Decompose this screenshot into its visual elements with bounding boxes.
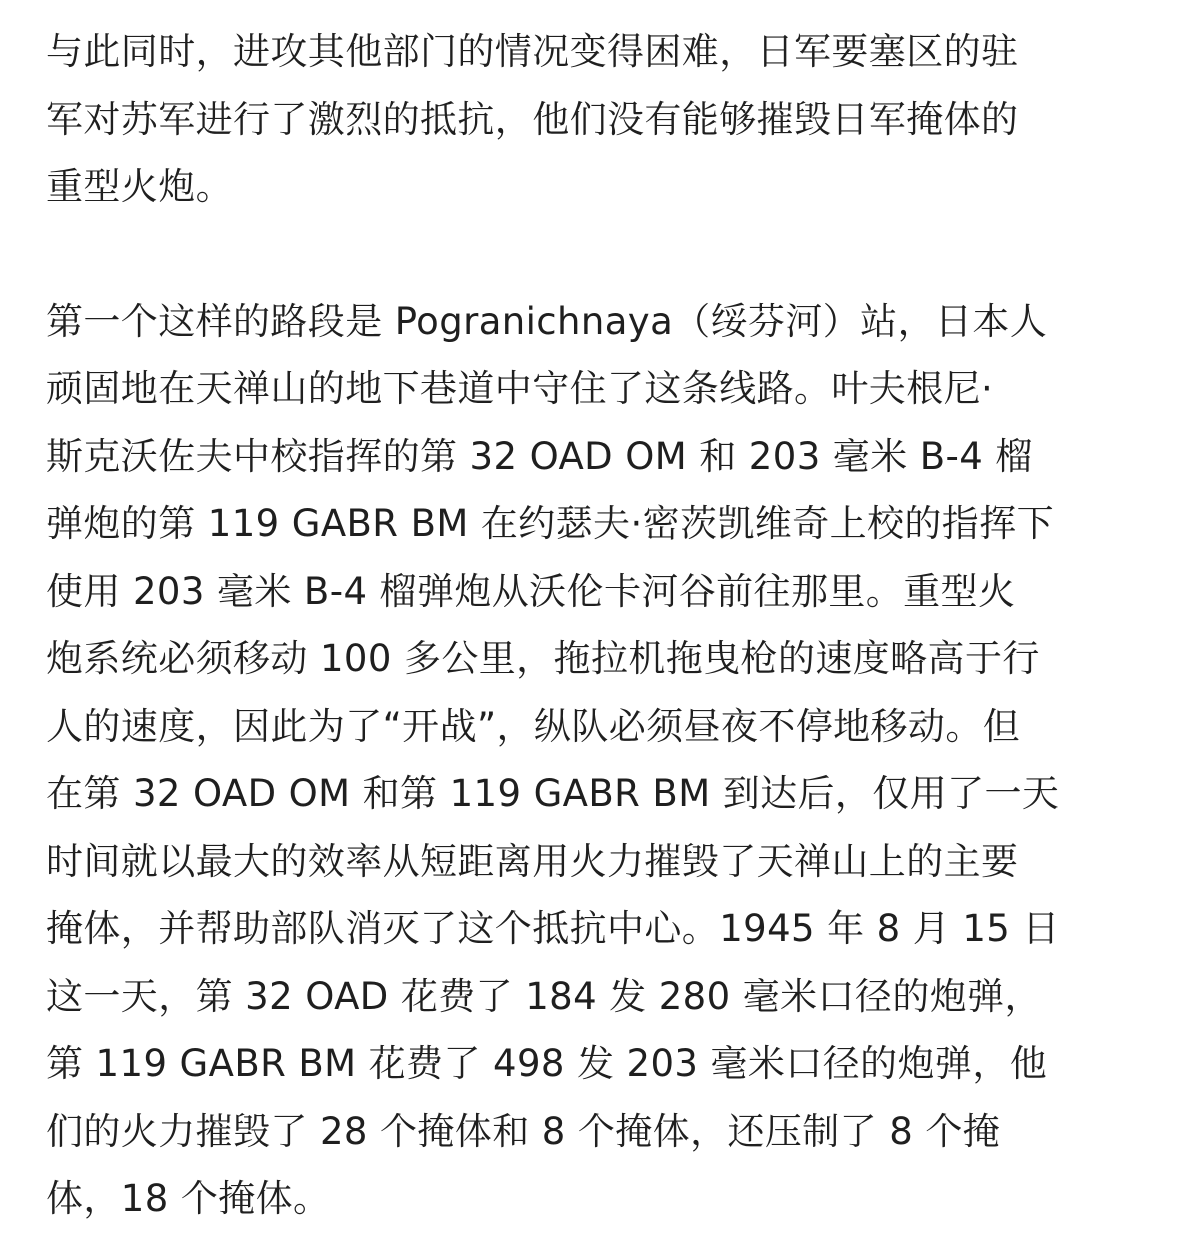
text-line: 使用 203 毫米 B-4 榴弹炮从沃伦卡河谷前往那里。重型火 — [46, 569, 1016, 613]
text-line: 们的火力摧毁了 28 个掩体和 8 个掩体，还压制了 8 个掩 — [46, 1109, 1001, 1153]
text-line: 第一个这样的路段是 Pogranichnaya（绥芬河）站，日本人 — [46, 299, 1048, 343]
text-line: 军对苏军进行了激烈的抵抗，他们没有能够摧毁日军掩体的 — [46, 97, 1019, 141]
text-line: 人的速度，因此为了“开战”，纵队必须昼夜不停地移动。但 — [46, 704, 1021, 748]
text-line: 第 119 GABR BM 花费了 498 发 203 毫米口径的炮弹，他 — [46, 1042, 1048, 1085]
text-line: 掩体，并帮助部队消灭了这个抵抗中心。1945 年 8 月 15 日 — [46, 907, 1060, 950]
text-line: 在第 32 OAD OM 和第 119 GABR BM 到达后，仅用了一天 — [46, 772, 1060, 815]
paragraph-2 — [46, 288, 1156, 1233]
text-line: 这一天，第 32 OAD 花费了 184 发 280 毫米口径的炮弹， — [46, 974, 1042, 1018]
text-line: 斯克沃佐夫中校指挥的第 32 OAD OM 和 203 毫米 B-4 榴 — [46, 434, 1033, 478]
article-body — [46, 18, 1156, 1233]
text-line: 弹炮的第 119 GABR BM 在约瑟夫·密茨凯维奇上校的指挥下 — [46, 502, 1055, 545]
text-line: 重型火炮。 — [46, 165, 233, 208]
text-line: 与此同时，进攻其他部门的情况变得困难，日军要塞区的驻 — [46, 30, 1019, 73]
paragraph-1 — [46, 18, 1156, 221]
text-line: 时间就以最大的效率从短距离用火力摧毁了天禅山上的主要 — [46, 839, 1019, 883]
text-line: 炮系统必须移动 100 多公里，拖拉机拖曳枪的速度略高于行 — [46, 637, 1040, 680]
text-line: 顽固地在天禅山的地下巷道中守住了这条线路。叶夫根尼· — [46, 367, 994, 410]
text-line: 体，18 个掩体。 — [46, 1177, 331, 1220]
